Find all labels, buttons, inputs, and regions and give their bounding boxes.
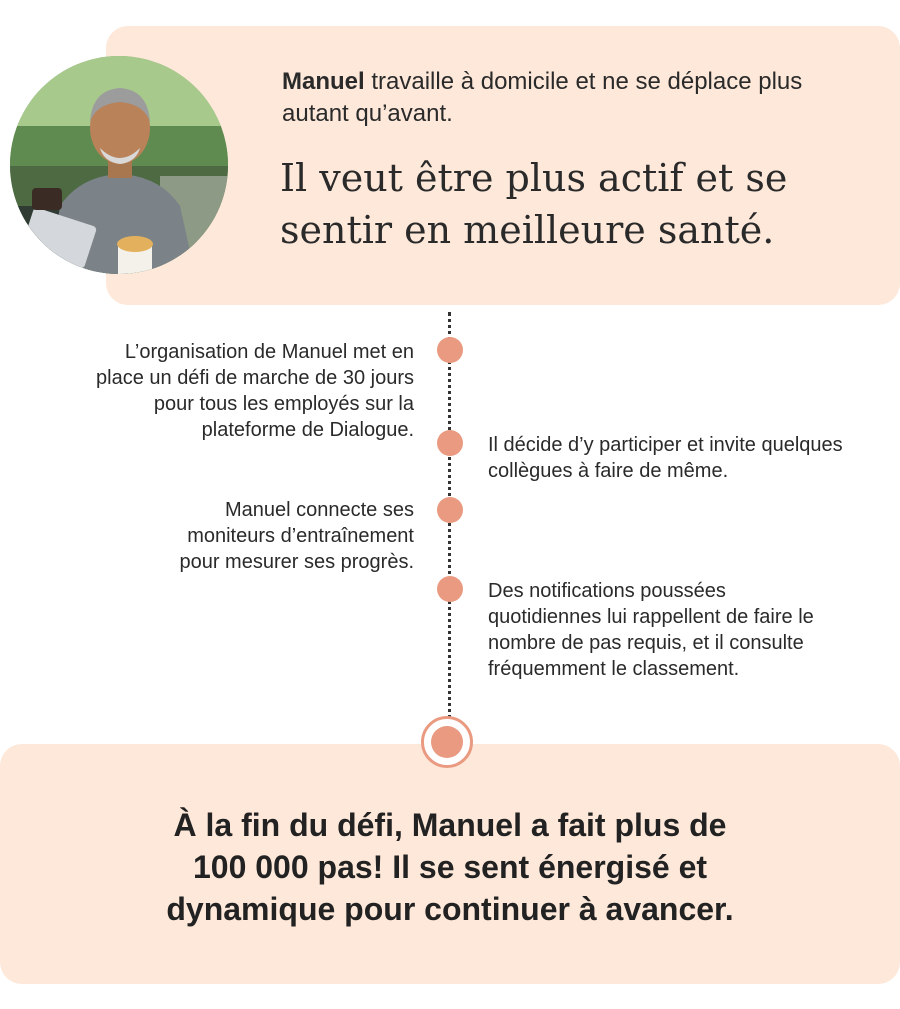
person-name: Manuel (282, 68, 365, 95)
hero-intro (282, 66, 842, 130)
timeline-step: Des notifications poussées quotidiennes lui rappellent de faire le nombre de pas requis, et il consulte fréquemment le classement. (488, 580, 814, 680)
timeline-dot (437, 576, 463, 602)
intro-text: travaille à domicile et ne se déplace plus autant qu’avant. (282, 68, 803, 127)
timeline-step: Il décide d’y participer et invite quelques collègues à faire de même. (488, 434, 843, 482)
timeline-step: L’organisation de Manuel met en place un défi de marche de 30 jours pour tous les employés sur la plateforme de Dialogue. (96, 341, 414, 441)
outcome-text: À la fin du défi, Manuel a fait plus de 100 000 pas! Il se sent énergisé et dynamique pour continuer à avancer. (166, 807, 734, 927)
person-photo (10, 56, 228, 274)
timeline-dot (437, 430, 463, 456)
timeline-step: Manuel connecte ses moniteurs d’entraînement pour mesurer ses progrès. (179, 499, 414, 573)
timeline-end-dot (431, 726, 463, 758)
timeline-dot (437, 497, 463, 523)
timeline-dot (437, 337, 463, 363)
timeline-end-icon (421, 716, 473, 768)
hero-headline: Il veut être plus actif et se sentir en meilleure santé. (280, 156, 788, 252)
avatar (10, 56, 228, 274)
